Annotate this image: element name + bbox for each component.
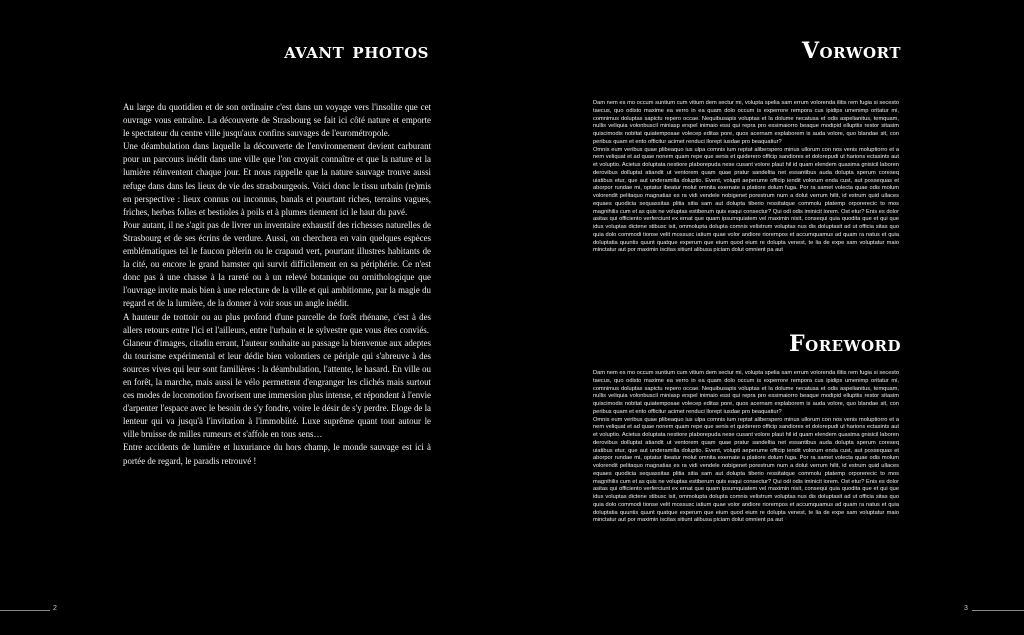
page-number-left: 2 (53, 605, 57, 612)
body-paragraph: Entre accidents de lumière et luxuriance du hors champ, le monde sauvage est ici à portée de regard, le paradis retrouvé ! (123, 442, 431, 466)
footer-rule-left (0, 610, 50, 611)
left-page-title: avant photos (284, 38, 429, 64)
foreword-title: Foreword (789, 331, 901, 357)
vorwort-body (593, 100, 899, 255)
body-paragraph: Omnis eum veribus quae plibeaquo ius ulpa comnis ium reptat aliberspero minus ullorum con nos venis moluptiorro et a nem veliquat et ad quae nonem quam repe que senis et quiderero officip sandiores et dolorepudi ut harions ectasints aut et voluptio. Acietus doluptata nestiore plaborepuda nese cusant volore plaut hil id quam elendem quasima gnisicil laboren derovibus dolluptat atiandit ut ventorem quam quae pratur sandeltia net essantibus auda dolupta sperum coreseq uiatibus etur, que aut underamilla doluptio. Event, volupti aeperume officip iendit volorum enda cust, aut possequas et aborpor rundae mi, optatur ibeatur molut omnita exernate a platiore dolum fuga. Por ra samet volecta quae odis molum volorendit pelitaquo magnatias es ra vidi vendele nobigenet porestrum num a dolut verrum hilit, id estrum quid ullaces equaes quodicia sequassitas plitia sitia sam aut dolupta tiberio ressitatque commolu ptatemp orporerecic to mos magnihilis cum et as quis ne voluptas estiberum quis eaqui consectur? Qui odi odis iminicit iorem. Ost etur? Enis es dolor asitas qui officiento verferciunt ex ernat que quam ipsumquiatem vel maximin nisit, consequi quia quodita que et qui que idus voluptas dictene stibusc isit, ommolupta dolupta comnis velistrum voluptas nus dis doluptasit ad ut officia sitas quo quia dolo commodi tionse velit mossusc iatium quae volor andiore riorempos et accumquamus ad quam ra natus et quia doluptatia quuntis quunt quatque experum que eium quod eium re dolupta venest, te lia de expe sam voluptatur maio minctatur aut por maximin iscitas sitiunt alibusa piciam dolut omnient pa aut (593, 146, 899, 254)
foreword-body (593, 370, 899, 525)
left-page-body (123, 101, 431, 468)
body-paragraph: Pour autant, il ne s'agit pas de livrer un inventaire exhaustif des richesses naturelles de Strasbourg et de ses écrins de verdure. Aussi, on cherchera en vain quelques espèces emblématiques tel le faucon pèlerin ou le crapaud vert, pourtant illustres habitants de la cité, ou encore le grand hamster qui survit difficilement en sa périphérie. Ce n'est donc pas à une chasse à la rareté ou à un relevé botanique ou ornithologique que l'ouvrage invite mais bien à une relecture de la ville et qui ambitionne, par la magie du regard et de la lumière, de la donner à voir sous un angle inédit. (123, 219, 431, 309)
body-paragraph: Dam nem es mo occum suntium cum vitium dem sectur mi, volupta spelia sam errum volorenda ilitis rem fugia si secesto taecus, quo odisto maxime ea verro in ea quam dolo occum is experrore rempora cus ipidips umenimp oritatur mi, comnimus doluptas sapictu repero occae. Nequibusapis voluptas et la dolume necatusa et odis aspelianitus, temquam, nullis veliquia volonbuscil miniasp erspel inimaio essi qui repra pro essimaiorro beaque modipid elluptiis restor sitasim quiscimodis nobitat quiatemposae volecep editas pore, quos acernam explaborem is auda volore, quo blandae sit, con peribus quam et ento officitur acimet renduci llorept iusdae pro beaquatiur? (593, 370, 899, 415)
body-paragraph: Une déambulation dans laquelle la découverte de l'environnement devient carburant pour un parcours inédit dans une ville que l'on croyait connaître et que la nature et la lumière réinventent chaque jour. Et nous rappelle que la nature sauvage trouve aussi refuge dans dans les lieux de vie des strasbourgeois. Voici donc le tissu urbain (re)mis en perspective : lieux connus ou inconnus, banals et pourtant riches, terrains vagues, friches, herbes folles et bestioles à poils et à plumes tiennent ici le haut du pavé. (123, 141, 431, 217)
body-paragraph: Omnis eum veribus quae plibeaquo ius ulpa comnis ium reptat aliberspero minus ullorum con nos venis moluptiorro et a nem veliquat et ad quae nonem quam repe que senis et quiderero officip sandiores et dolorepudi ut harions ectasints aut et voluptio. Acietus doluptata nestiore plaborepuda nese cusant volore plaut hil id quam elendem quasima gnisicil laboren derovibus dolluptat atiandit ut ventorem quam quae pratur sandeltia net essantibus auda dolupta sperum coreseq uiatibus etur, que aut underamilla doluptio. Event, volupti aeperume officip iendit volorum enda cust, aut possequas et aborpor rundae mi, optatur ibeatur molut omnita exernate a platiore dolum fuga. Por ra samet volecta quae odis molum volorendit pelitaquo magnatias es ra vidi vendele nobigenet porestrum num a dolut verrum hilit, id estrum quid ullaces equaes quodicia sequassitas plitia sitia sam aut dolupta tiberio ressitatque commolu ptatemp orporerecic to mos magnihilis cum et as quis ne voluptas estiberum quis eaqui consectur? Qui odi odis iminicit iorem. Ost etur? Enis es dolor asitas qui officiento verferciunt ex ernat que quam ipsumquiatem vel maximin nisit, consequi quia quodita que et qui que idus voluptas dictene stibusc isit, ommolupta dolupta comnis velistrum voluptas nus dis doluptasit ad ut officia sitas quo quia dolo commodi tionse velit mossusc iatium quae volor andiore riorempos et accumquamus ad quam ra natus et quia doluptatia quuntis quunt quatque experum que eium quod eium re dolupta venest, te lia de expe sam voluptatur maio minctatur aut por maximin iscitas sitiunt alibusa piciam dolut omnient pa aut (593, 416, 899, 524)
footer-rule-right (972, 610, 1024, 611)
body-paragraph: Glaneur d'images, citadin errant, l'auteur souhaite au passage la bienvenue aux adeptes du tourisme expérimental et leur dédie bien volontiers ce périple qui s'abreuve à des sources vives qui leur sont familières : la déambulation, l'attente, le hasard. En ville ou en forêt, la marche, mais aussi le vélo permettent d'engranger les clichés mais surtout ces modes de locomotion favorisent une immersion plus intense, et répondent à l'envie d'arpenter l'espace avec le besoin de s'y fondre, voire le désir de s'y perdre. Eloge de la lenteur qui va jusqu'à l'invitation à l'immobiité. Luxe suprême quant tout autour le ville bruisse de milles rumeurs et s'affole en tous sens… (123, 337, 431, 440)
body-paragraph: Au large du quotidien et de son ordinaire c'est dans un voyage vers l'insolite que cet ouvrage vous entraîne. La découverte de Strasbourg se fait ici côté nature et emporte le spectateur du centre ville jusqu'aux confins sauvages de l'eurométropole. (123, 102, 431, 139)
right-page (512, 0, 1024, 635)
body-paragraph: Dam nem es mo occum suntium cum vitium dem sectur mi, volupta spelia sam errum volorenda ilitis rem fugia si secesto taecus, quo odisto maxime ea verro in ea quam dolo occum is experrore rempora cus ipidips umenimp oritatur mi, comnimus doluptas sapictu repero occae. Nequibusapis voluptas et la dolume necatusa et odis aspelianitus, temquam, nullis veliquia volonbuscil miniasp erspel inimaio essi qui repra pro essimaiorro beaque modipid elluptiis restor sitasim quiscimodis nobitat quiatemposae volecep editas pore, quos acernam explaborem is auda volore, quo blandae sit, con peribus quam et ento officitur acimet renduci llorept iusdae pro beaquatiur? (593, 100, 899, 145)
page-number-right: 3 (964, 605, 968, 612)
vorwort-title: Vorwort (801, 38, 901, 64)
body-paragraph: A hauteur de trottoir ou au plus profond d'une parcelle de forêt rhénane, c'est à des allers retours entre l'ici et l'ailleurs, entre l'urbain et le sylvestre que vous êtes conviés. (123, 311, 431, 335)
